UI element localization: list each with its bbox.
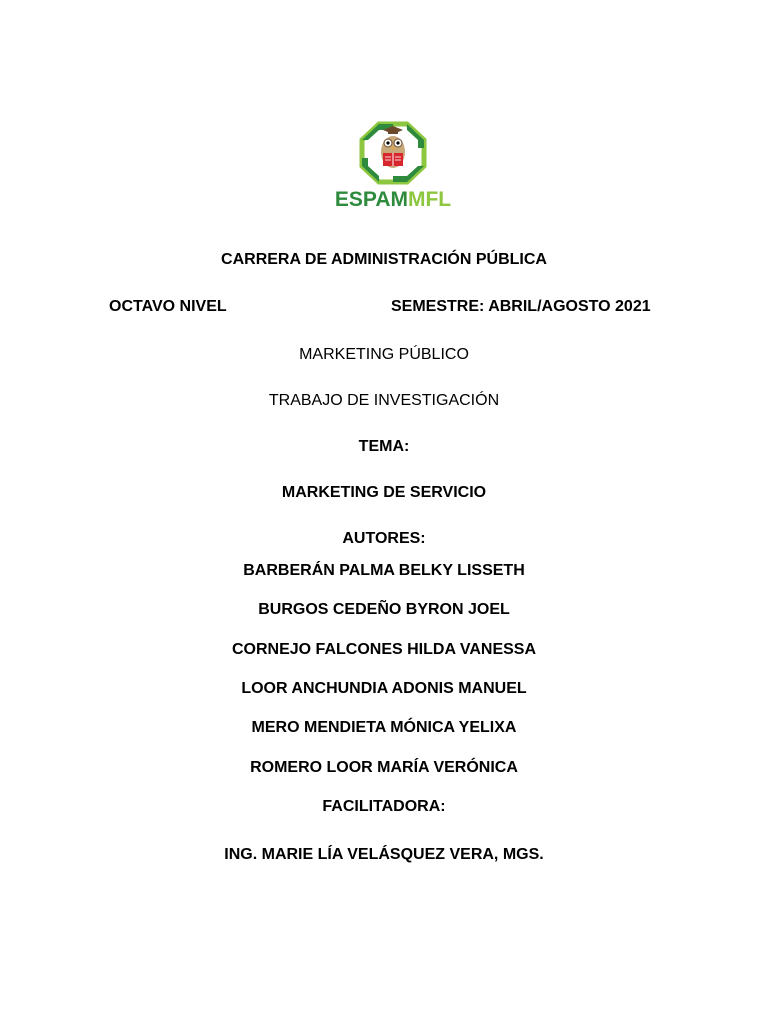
university-logo: [333, 118, 453, 210]
owl-reading-book-icon: [333, 118, 453, 210]
author-name: BURGOS CEDEÑO BYRON JOEL: [258, 601, 510, 618]
topic-text: MARKETING DE SERVICIO: [281, 484, 487, 501]
logo-text-secondary: MFL: [407, 188, 452, 210]
authors-label: AUTORES:: [342, 530, 426, 547]
author-name: ROMERO LOOR MARÍA VERÓNICA: [250, 759, 518, 776]
career-title: CARRERA DE ADMINISTRACIÓN PÚBLICA: [221, 251, 547, 268]
author-name: MERO MENDIETA MÓNICA YELIXA: [251, 719, 517, 736]
author-name: CORNEJO FALCONES HILDA VANESSA: [231, 641, 537, 658]
level-text: OCTAVO NIVEL: [109, 298, 227, 315]
author-name: BARBERÁN PALMA BELKY LISSETH: [243, 562, 525, 579]
topic-label: TEMA:: [358, 438, 410, 455]
semester-text: SEMESTRE: ABRIL/AGOSTO 2021: [391, 298, 651, 315]
author-name: LOOR ANCHUNDIA ADONIS MANUEL: [241, 680, 527, 697]
facilitator-label: FACILITADORA:: [322, 798, 446, 815]
svg-text:ESPAMMFL: [335, 188, 451, 210]
work-type-text: TRABAJO DE INVESTIGACIÓN: [268, 392, 500, 409]
logo-text-primary: ESPAM: [334, 188, 408, 210]
subject-text: MARKETING PÚBLICO: [299, 346, 469, 363]
level-semester-row: [0, 296, 768, 318]
facilitator-name: ING. MARIE LÍA VELÁSQUEZ VERA, MGS.: [224, 846, 544, 863]
